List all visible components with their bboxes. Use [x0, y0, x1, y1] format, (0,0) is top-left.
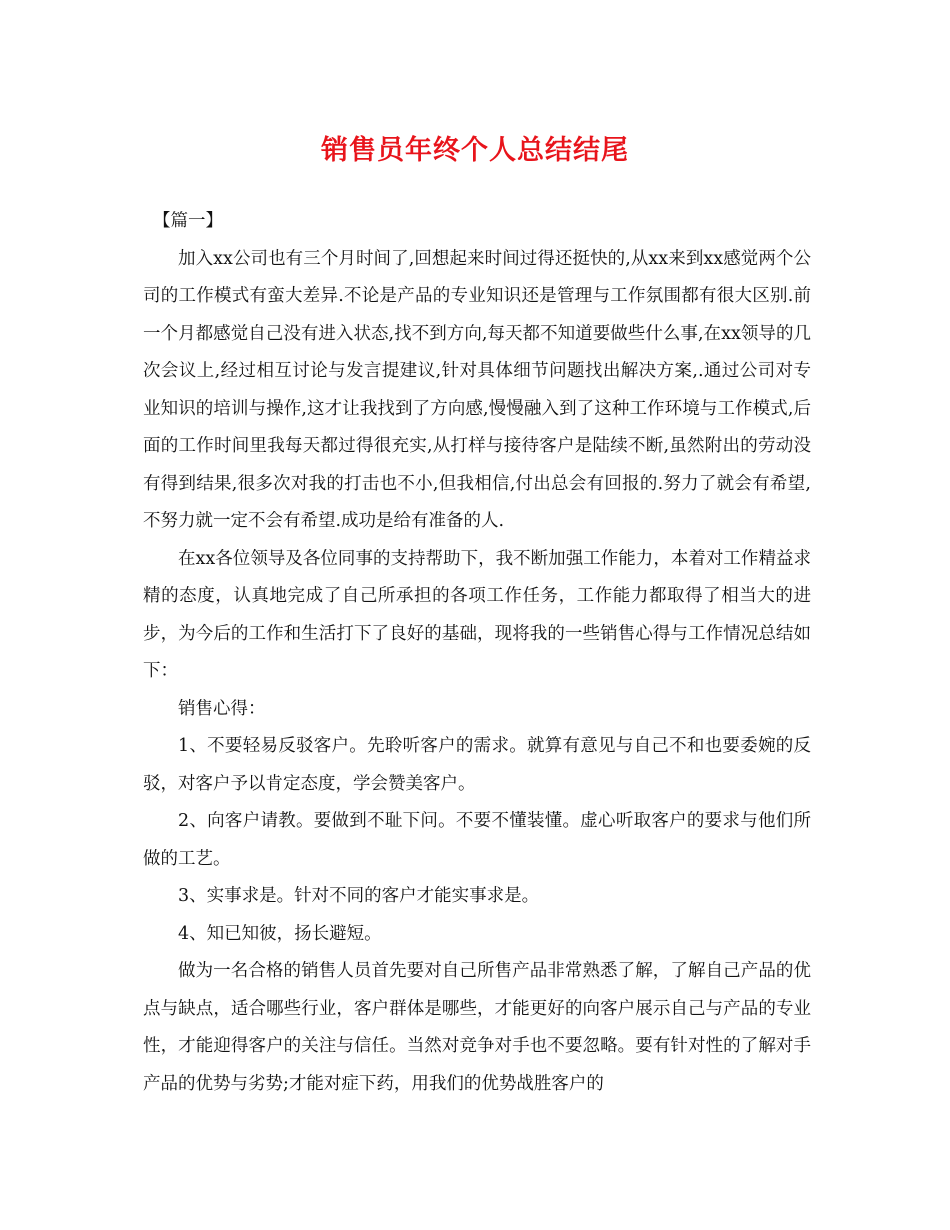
- paragraph-intro: 加入xx公司也有三个月时间了,回想起来时间过得还挺快的,从xx来到xx感觉两个公司的工作模式有蛮大差异.不论是产品的专业知识还是管理与工作氛围都有很大区别.前一个月都感觉自己没有进入状态,找不到方向,每天都不知道要做些什么事,在xx领导的几次会议上,经过相互讨论与发言提建议,针对具体细节问题找出解决方案,.通过公司对专业知识的培训与操作,这才让我找到了方向感,慢慢融入到了这种工作环境与工作模式,后面的工作时间里我每天都过得很充实,从打样与接待客户是陆续不断,虽然附出的劳动没有得到结果,很多次对我的打击也不小,但我相信,付出总会有回报的.努力了就会有希望,不努力就一定不会有希望.成功是给有准备的人.: [143, 248, 811, 531]
- paragraph-sales-heading: 销售心得：: [178, 698, 266, 719]
- paragraph-product-knowledge: 做为一名合格的销售人员首先要对自己所售产品非常熟悉了解，了解自己产品的优点与缺点，适合哪些行业，客户群体是哪些，才能更好的向客户展示自己与产品的专业性，才能迎得客户的关注与信任。当然对竞争对手也不要忽略。要有针对性的了解对手产品的优势与劣势;才能对症下药，用我们的优势战胜客户的: [143, 961, 811, 1094]
- list-item-4: 4、知已知彼，扬长避短。: [178, 923, 382, 944]
- list-item-3: 3、实事求是。针对不同的客户才能实事求是。: [178, 886, 540, 906]
- document-title: 销售员年终个人总结结尾: [321, 135, 629, 166]
- document-body: [143, 203, 811, 1103]
- list-item-1: 1、不要轻易反驳客户。先聆听客户的需求。就算有意见与自己不和也要委婉的反驳，对客户予以肯定态度，学会赞美客户。: [143, 736, 811, 794]
- section-label: 【篇一】: [153, 211, 223, 231]
- paragraph-progress: 在xx各位领导及各位同事的支持帮助下，我不断加强工作能力，本着对工作精益求精的态度，认真地完成了自己所承担的各项工作任务，工作能力都取得了相当大的进步，为今后的工作和生活打下了良好的基础，现将我的一些销售心得与工作情况总结如下：: [143, 548, 811, 681]
- list-item-2: 2、向客户请教。要做到不耻下问。不要不懂装懂。虚心听取客户的要求与他们所做的工艺。: [143, 811, 811, 869]
